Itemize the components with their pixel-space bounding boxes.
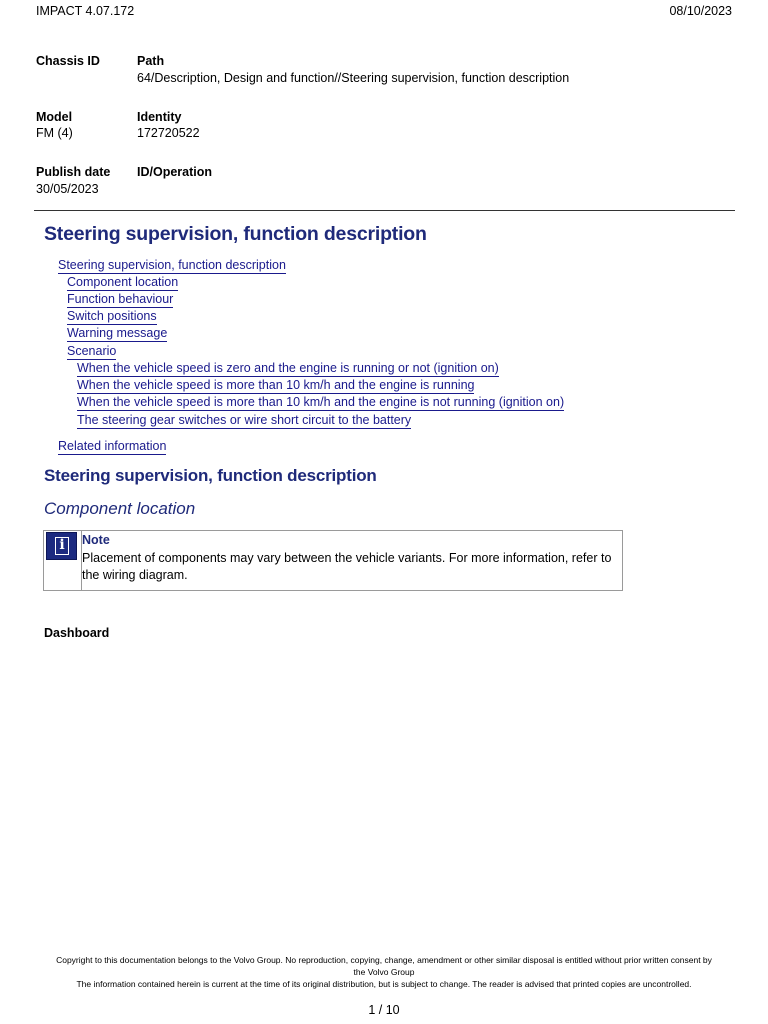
note-title: Note [82,533,110,547]
path-label: Path [137,54,165,68]
chassis-id-label: Chassis ID [36,54,100,68]
note-text: Placement of components may vary between the vehicle variants. For more information, refer to the wiring diagram. [82,551,612,582]
toc-link-component-location[interactable]: Component location [67,275,179,289]
toc-link-scenario-short-circuit[interactable]: The steering gear switches or wire short circuit to the battery [77,413,412,427]
publish-date-label: Publish date [36,165,111,179]
note-icon-cell [44,531,82,590]
toc-link-scenario-speed-not-running[interactable]: When the vehicle speed is more than 10 km/h and the engine is not running (ignition on) [77,395,565,409]
identity-value: 172720522 [137,126,200,140]
subsection-title: Component location [44,499,196,518]
footer-disclaimer: The information contained herein is current at the time of its original distribution, but is subject to change. The reader is advised that printed copies are uncontrolled. [76,979,692,989]
operation-label: ID/Operation [137,165,213,179]
toc-link-scenario[interactable]: Scenario [67,344,117,358]
identity-label: Identity [137,110,182,124]
section-title: Steering supervision, function description [44,466,377,485]
path-value: 64/Description, Design and function//Steering supervision, function description [137,71,570,85]
page-number: 1 / 10 [368,1003,400,1017]
app-version: IMPACT 4.07.172 [36,4,135,18]
page-title: Steering supervision, function description [44,223,427,245]
footer-copyright-line2: the Volvo Group [353,967,415,977]
header-divider [34,210,735,211]
toc-link-scenario-speed-running[interactable]: When the vehicle speed is more than 10 km/h and the engine is running [77,378,475,392]
toc-link-main[interactable]: Steering supervision, function description [58,258,286,272]
model-value: FM (4) [36,126,73,140]
dashboard-heading: Dashboard [44,626,110,640]
note-box [43,530,623,591]
toc-link-warning-message[interactable]: Warning message [67,326,168,340]
model-label: Model [36,110,73,124]
toc-link-related-information[interactable]: Related information [58,439,167,453]
toc-link-switch-positions[interactable]: Switch positions [67,309,157,323]
toc-link-scenario-speed-zero[interactable]: When the vehicle speed is zero and the engine is running or not (ignition on) [77,361,499,375]
publish-date-value: 30/05/2023 [36,182,99,196]
print-date: 08/10/2023 [669,4,732,18]
footer-copyright-line1: Copyright to this documentation belongs to the Volvo Group. No reproduction, copying, change, amendment or other similar disposal is entitled without prior written consent by [56,955,712,965]
info-icon: i [46,532,77,560]
toc-link-function-behaviour[interactable]: Function behaviour [67,292,174,306]
